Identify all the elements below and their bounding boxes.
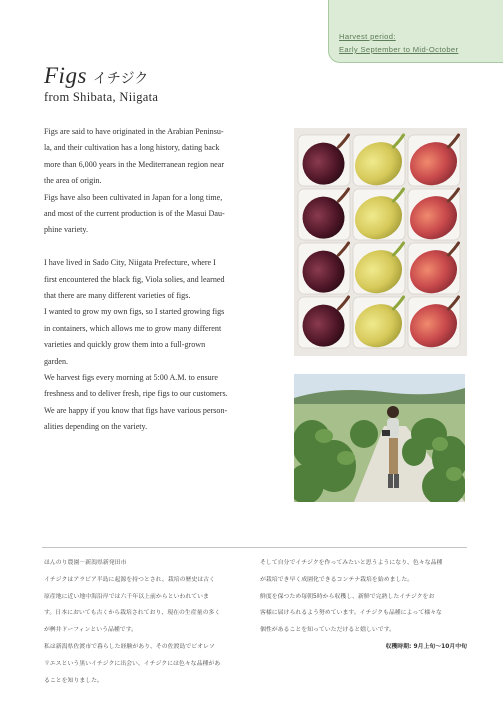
english-text-line: I have lived in Sado City, Niigata Prefecture, where I <box>44 258 216 268</box>
english-body-text <box>44 124 266 436</box>
section-divider <box>42 547 467 548</box>
english-text-line: that there are many different varieties of figs. <box>44 291 191 301</box>
farmer-greenhouse-photo <box>294 374 465 502</box>
origin-subtitle: from Shibata, Niigata <box>44 90 159 104</box>
title-english: Figs <box>44 63 87 88</box>
japanese-text-line: が栽培でき早く成園化できるコンテナ栽培を始めました。 <box>260 576 414 583</box>
english-text-line: alities depending on the variety. <box>44 422 148 432</box>
english-text-line: Figs have also been cultivated in Japan for a long time, <box>44 192 223 202</box>
japanese-text-line: 私は新潟県佐渡市で暮らした経験があり、その佐渡島でビオレソ <box>44 643 215 650</box>
english-text-line: phine variety. <box>44 225 88 235</box>
figs-tray-illustration <box>294 128 467 356</box>
japanese-text-line: 原産地に近い地中海沿岸では六千年以上前からといわれていま <box>44 593 209 600</box>
english-paragraph-story <box>44 255 266 435</box>
english-text-line: varieties and quickly grow them into a full-grown <box>44 340 206 350</box>
japanese-harvest-period: 収穫時期: 9月上旬〜10月中旬 <box>385 643 467 650</box>
english-text-line: freshness and to deliver fresh, ripe figs to our customers. <box>44 389 228 399</box>
japanese-text-line: 個性があることを知っていただけると嬉しいです。 <box>260 627 396 634</box>
japanese-text-left <box>44 555 251 689</box>
english-text-line: Figs are said to have originated in the Arabian Peninsu- <box>44 127 224 136</box>
english-text-line: I wanted to grow my own figs, so I started growing figs <box>44 307 225 317</box>
japanese-text-line: そして自分でイチジクを作ってみたいと思うようになり、色々な品種 <box>260 560 443 566</box>
english-text-line: more than 6,000 years in the Mediterranean region near <box>44 159 225 169</box>
japanese-text-right <box>260 555 467 656</box>
japanese-text-line: イチジクはアラビア半島に起源を持つとされ、栽培の歴史は古く <box>44 576 215 583</box>
japanese-text-line: リエスという黒いイチジクに出会い、イチジクには色々な品種があ <box>44 660 221 667</box>
japanese-text-line: す。日本においても古くから栽培されており、現在の生産量の多く <box>44 610 221 617</box>
english-paragraph-origin <box>44 124 266 239</box>
english-text-line: first encountered the black fig, Viola solies, and learned <box>44 274 225 284</box>
english-text-line: garden. <box>44 356 69 366</box>
japanese-text-line: ほんのり農園－新潟県新発田市 <box>44 560 127 566</box>
harvest-period-dates: Early September to Mid-October <box>339 45 459 54</box>
title-japanese: イチジク <box>92 71 149 87</box>
japanese-text-line: 鮮度を保つため毎朝5時から収穫し、新鮮で完熟したイチジクをお <box>260 593 435 600</box>
greenhouse-illustration <box>294 374 465 502</box>
english-text-line: in containers, which allows me to grow many different <box>44 323 222 333</box>
english-text-line: the area of origin. <box>44 176 102 186</box>
japanese-text-line: が桝井ドーフィンという品種です。 <box>44 627 138 634</box>
japanese-text-line: ることを知りました。 <box>44 677 103 684</box>
page-title <box>44 63 148 89</box>
harvest-period-label: Harvest period: <box>339 32 396 41</box>
japanese-text-line: 客様に届けられるよう努めています。イチジクも品種によって様々な <box>260 610 442 617</box>
english-text-line: la, and their cultivation has a long history, dating back <box>44 143 220 153</box>
figs-tray-photo <box>294 128 467 356</box>
english-text-line: We harvest figs every morning at 5:00 A.M. to ensure <box>44 373 218 383</box>
harvest-period-tag <box>328 0 503 63</box>
english-text-line: We are happy if you know that figs have various person- <box>44 405 228 415</box>
english-text-line: and most of the current production is of the Masui Dau- <box>44 209 225 219</box>
